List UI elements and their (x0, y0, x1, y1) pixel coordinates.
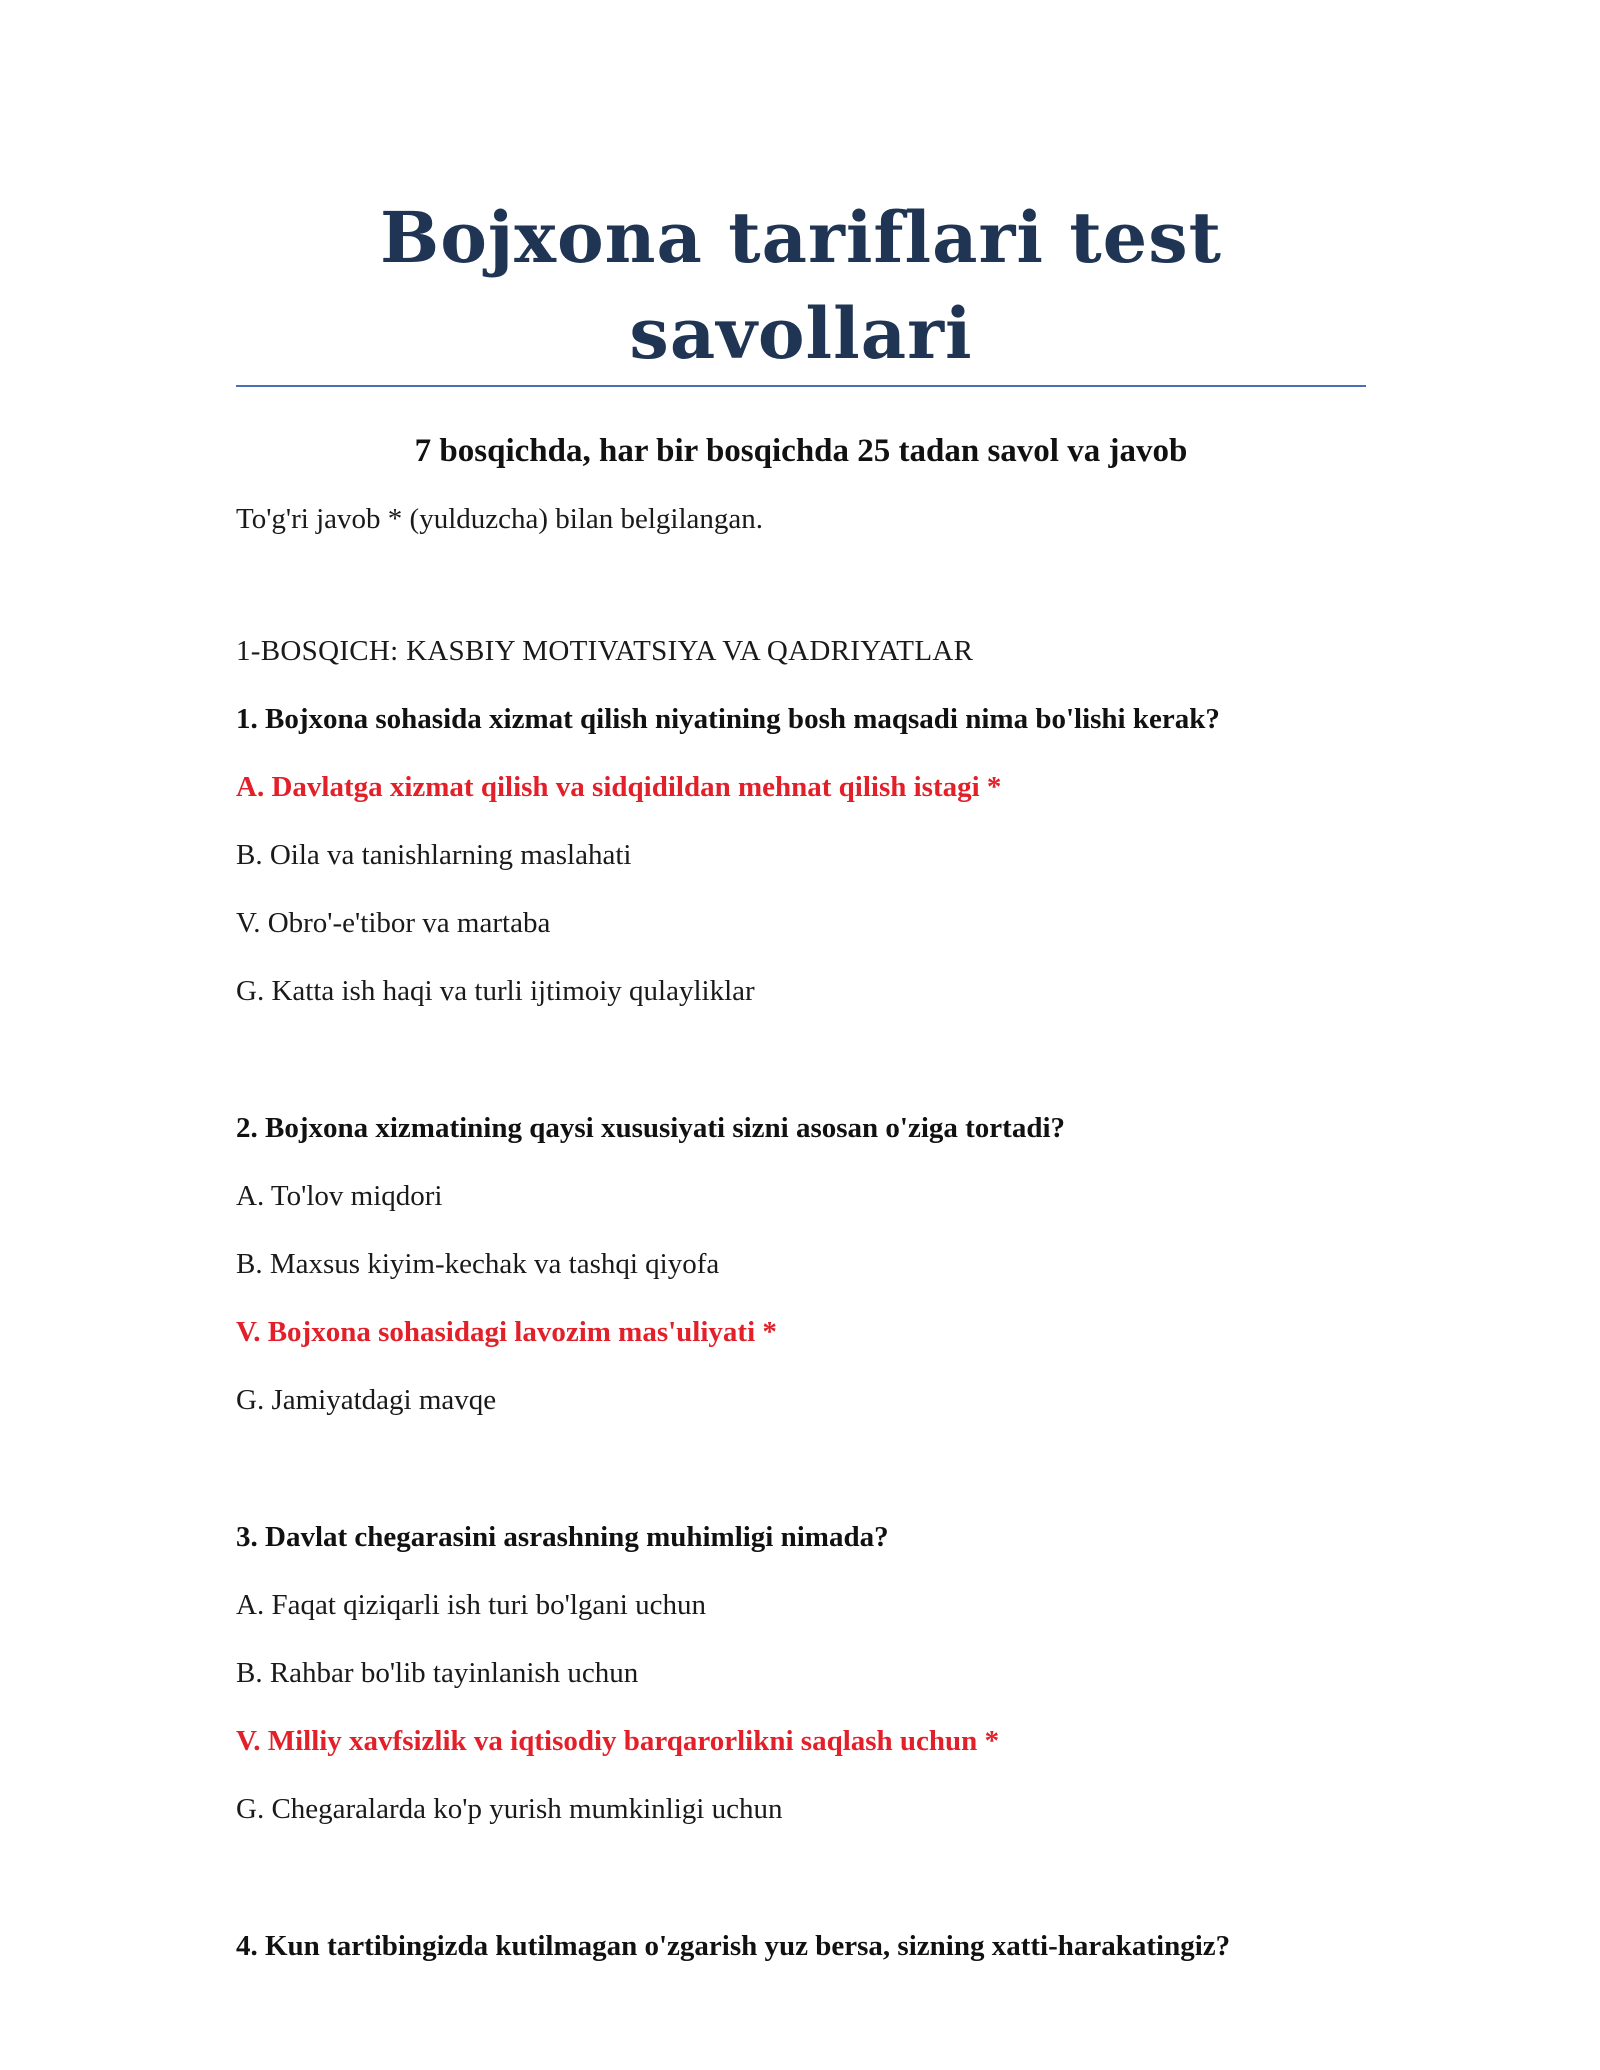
correct-answer-option: V. Bojxona sohasidagi lavozim mas'uliyati * (236, 1316, 777, 1348)
answer-option: B. Maxsus kiyim-kechak va tashqi qiyofa (236, 1248, 720, 1280)
question-item (236, 1108, 1366, 1420)
question-item (236, 1517, 1366, 1829)
question-item (236, 1926, 1366, 1966)
question-list (236, 699, 1366, 1966)
question-text: 3. Davlat chegarasini asrashning muhimligi nimada? (236, 1521, 889, 1553)
question-text: 4. Kun tartibingizda kutilmagan o'zgarish yuz bersa, sizning xatti-harakatingiz? (236, 1930, 1231, 1962)
question-item (236, 699, 1366, 1011)
question-text: 1. Bojxona sohasida xizmat qilish niyatining bosh maqsadi nima bo'lishi kerak? (236, 703, 1220, 735)
answer-option: V. Obro'-e'tibor va martaba (236, 907, 551, 939)
answer-option: A. Faqat qiziqarli ish turi bo'lgani uchun (236, 1589, 706, 1621)
document-page (236, 190, 1366, 1966)
answer-option: A. To'lov miqdori (236, 1180, 443, 1212)
answer-option: G. Katta ish haqi va turli ijtimoiy qulayliklar (236, 975, 755, 1007)
document-subtitle: 7 bosqichda, har bir bosqichda 25 tadan savol va javob (414, 433, 1188, 469)
question-text: 2. Bojxona xizmatining qaysi xususiyati sizni asosan o'ziga tortadi? (236, 1112, 1066, 1144)
answer-option: G. Jamiyatdagi mavqe (236, 1384, 497, 1416)
answer-option: B. Rahbar bo'lib tayinlanish uchun (236, 1657, 639, 1689)
answer-option: G. Chegaralarda ko'p yurish mumkinligi uchun (236, 1793, 783, 1825)
answer-key-note: To'g'ri javob * (yulduzcha) bilan belgilangan. (236, 503, 764, 535)
correct-answer-option: A. Davlatga xizmat qilish va sidqidildan mehnat qilish istagi * (236, 771, 1002, 803)
title-divider (236, 385, 1366, 387)
answer-option: B. Oila va tanishlarning maslahati (236, 839, 632, 871)
document-title: Bojxona tariflari test savollari (380, 196, 1222, 375)
section-heading: 1-BOSQICH: KASBIY MOTIVATSIYA VA QADRIYATLAR (236, 635, 974, 667)
correct-answer-option: V. Milliy xavfsizlik va iqtisodiy barqarorlikni saqlash uchun * (236, 1725, 1000, 1757)
